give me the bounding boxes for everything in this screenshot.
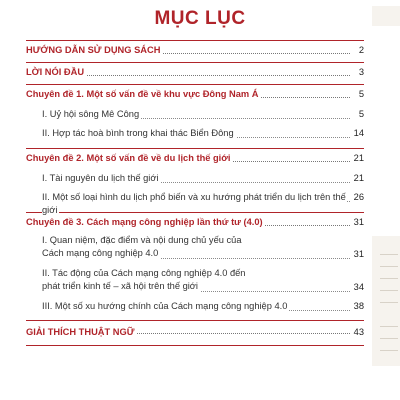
toc-subentry-label-line2: Cách mạng công nghiệp 4.0	[42, 248, 159, 258]
toc-subentry[interactable]	[26, 267, 364, 295]
toc-subentry[interactable]	[26, 191, 364, 215]
toc-entry-label: LỜI NÓI ĐẦU	[26, 67, 85, 77]
page-title: MỤC LỤC	[154, 8, 246, 29]
toc-subentry[interactable]	[26, 234, 364, 262]
toc-section-huong-dan	[26, 40, 364, 62]
toc-section-loi-noi-dau	[26, 62, 364, 84]
table-of-contents	[26, 40, 364, 346]
toc-chapter-entry[interactable]	[26, 149, 364, 166]
toc-chapter-label: Chuyên đề 1. Một số vấn đề về khu vực Đông Nam Á	[26, 89, 259, 99]
toc-page-number: 21	[353, 173, 364, 183]
toc-subentry-label: III. Một số xu hướng chính của Cách mạng công nghiệp 4.0	[42, 301, 288, 311]
toc-subentry-label: II. Tác động của Cách mạng công nghiệp 4.0 đến	[42, 268, 246, 278]
toc-page-number: 31	[353, 217, 364, 227]
toc-page-number: 21	[353, 153, 364, 163]
toc-subentry-label: I. Tài nguyên du lịch thế giới	[42, 173, 159, 183]
toc-section-chuyen-de-2	[26, 148, 364, 215]
toc-entry-label: GIẢI THÍCH THUẬT NGỮ	[26, 327, 135, 337]
toc-page-number: 5	[358, 109, 364, 119]
toc-page-number: 31	[353, 249, 364, 259]
toc-subentry[interactable]	[26, 172, 364, 186]
toc-subentry-label: II. Hợp tác hoà bình trong khai thác Biển Đông	[42, 128, 234, 138]
toc-subentry[interactable]	[26, 127, 364, 141]
toc-section-giai-thich	[26, 320, 364, 346]
toc-subentry-label: I. Uỷ hội sông Mê Công	[42, 109, 140, 119]
toc-page-number: 2	[358, 45, 364, 55]
toc-subentry-label: I. Quan niệm, đặc điểm và nội dung chủ yếu của	[42, 235, 242, 245]
toc-page-number: 34	[353, 282, 364, 292]
toc-page-number: 38	[353, 301, 364, 311]
toc-chapter-entry[interactable]	[26, 213, 364, 230]
toc-chapter-label: Chuyên đề 3. Cách mạng công nghiệp lần thứ tư (4.0)	[26, 217, 263, 227]
toc-entry[interactable]	[26, 321, 364, 340]
adjacent-page-edge-bottom	[372, 236, 400, 366]
toc-page-number: 26	[353, 192, 364, 202]
toc-section-chuyen-de-3	[26, 212, 364, 320]
toc-subentry-label: II. Một số loại hình du lịch phổ biến và xu hướng phát triển du lịch trên thế giới	[42, 192, 346, 215]
toc-subentry[interactable]	[26, 300, 364, 314]
toc-section-chuyen-de-1	[26, 84, 364, 148]
toc-page-number: 3	[358, 67, 364, 77]
toc-entry[interactable]	[26, 63, 364, 80]
toc-page-number: 14	[353, 128, 364, 138]
toc-subentry[interactable]	[26, 108, 364, 122]
toc-entry-label: HƯỚNG DẪN SỬ DỤNG SÁCH	[26, 45, 161, 55]
toc-page-number: 43	[353, 327, 364, 337]
toc-page-number: 5	[358, 89, 364, 99]
toc-chapter-entry[interactable]	[26, 85, 364, 102]
toc-subentry-label-line2: phát triển kinh tế – xã hội trên thế giới	[42, 281, 198, 291]
toc-chapter-label: Chuyên đề 2. Một số vấn đề về du lịch thế giới	[26, 153, 231, 163]
toc-entry[interactable]	[26, 41, 364, 58]
